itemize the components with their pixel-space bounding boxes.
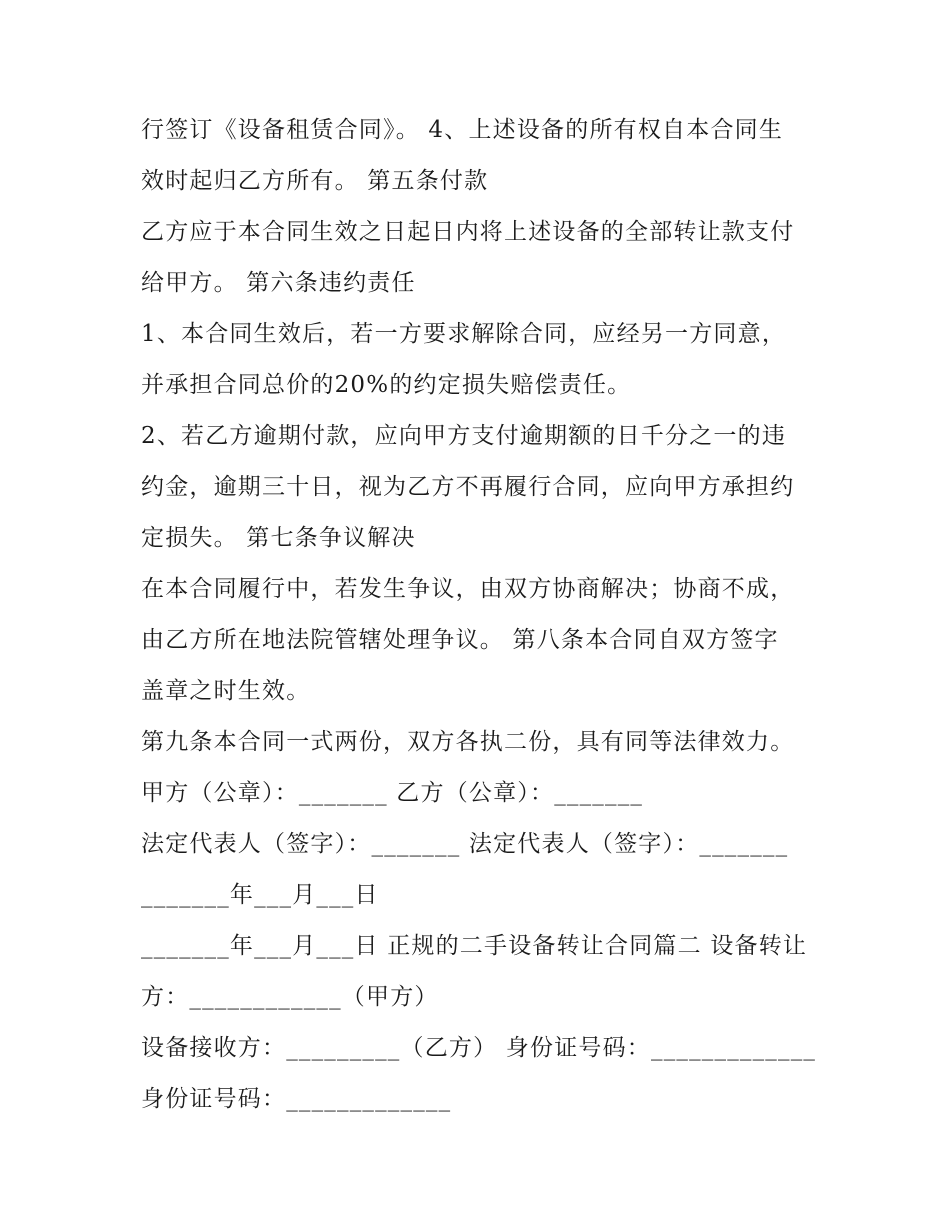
text-line: 2、若乙方逾期付款，应向甲方支付逾期额的日千分之一的违 [141, 423, 787, 449]
text-line: 给甲方。 第六条违约责任 [141, 270, 416, 296]
text-line: 约金，逾期三十日，视为乙方不再履行合同，应向甲方承担约 [141, 474, 795, 500]
text-line: 第九条本合同一式两份，双方各执二份，具有同等法律效力。 [141, 729, 795, 755]
date-line: _______年___月___日 正规的二手设备转让合同篇二 设备转让 [141, 933, 808, 959]
text-line: 行签订《设备租赁合同》。 4、上述设备的所有权自本合同生 [141, 117, 784, 143]
text-line: 定损失。 第七条争议解决 [141, 525, 416, 551]
text-line: 1、本合同生效后，若一方要求解除合同，应经另一方同意， [141, 321, 787, 347]
text-line: 方：____________（甲方） [141, 984, 439, 1010]
text-line: 身份证号码：_____________ [141, 1086, 452, 1112]
text-line: 由乙方所在地法院管辖处理争议。 第八条本合同自双方签字 [141, 627, 779, 653]
signature-line: 法定代表人（签字）：_______ 法定代表人（签字）：_______ [141, 831, 789, 857]
date-line: _______年___月___日 [141, 882, 379, 908]
text-line: 在本合同履行中，若发生争议，由双方协商解决；协商不成， [141, 576, 795, 602]
text-line: 设备接收方：_________（乙方） 身份证号码：_____________ [141, 1035, 817, 1061]
text-line: 乙方应于本合同生效之日起日内将上述设备的全部转让款支付 [141, 219, 795, 245]
signature-line: 甲方（公章）：_______ 乙方（公章）：_______ [141, 780, 644, 806]
text-line: 并承担合同总价的20%的约定损失赔偿责任。 [141, 372, 632, 398]
text-line: 效时起归乙方所有。 第五条付款 [141, 168, 489, 194]
text-line: 盖章之时生效。 [141, 678, 311, 704]
